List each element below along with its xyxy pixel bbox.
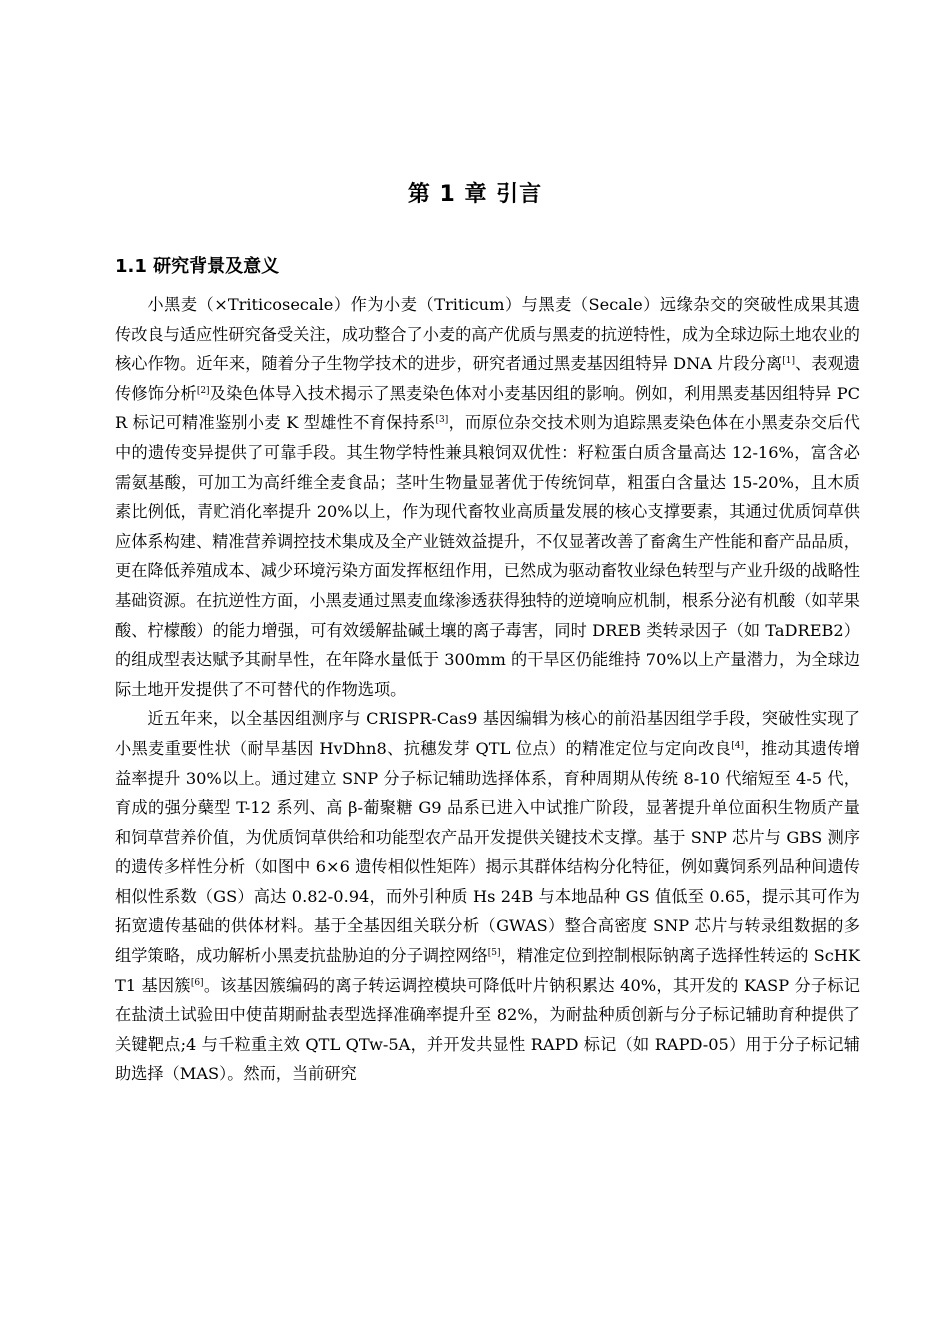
paragraph-1 — [115, 290, 860, 704]
citation-ref: [4] — [731, 740, 744, 751]
chapter-title: 第 1 章 引言 — [407, 182, 543, 207]
citation-ref: [6] — [190, 977, 204, 988]
text-run: 小黑麦（×Triticosecale）作为小麦（Triticum）与黑麦（Secale）远缘杂交的突破性成果其遗传改良与适应性研究备受关注，成功整合了小麦的高产优质与黑麦的抗逆特性，成为全球边际土地农业的核心作物。近年来，随着分子生物学技术的进步，研究者通过黑麦基因组特异 DNA 片段分离 — [115, 295, 860, 374]
text-run: 、表观遗传修饰分析 — [115, 354, 860, 403]
text-run: 及染色体导入技术揭示了黑麦染色体对小麦基因组的影响。例如，利用黑麦基因组特异 PCR 标记可精准鉴别小麦 K 型雄性不育保持系 — [115, 383, 861, 433]
text-run: 。该基因簇编码的离子转运调控模块可降低叶片钠积累达 40%，其开发的 KASP 分子标记在盐渍土试验田中使苗期耐盐表型选择准确率提升至 82%，为耐盐种质创新与分子标记辅助育种提供了关键靶点;4 与千粒重主效 QTL QTw-5A，并开发共显性 RAPD 标记（如 RAPD-05）用于分子标记辅助选择（MAS）。然而，当前研究 — [115, 975, 860, 1084]
citation-ref: [2] — [196, 385, 210, 396]
text-run: ，而原位杂交技术则为追踪黑麦染色体在小黑麦杂交后代中的遗传变异提供了可靠手段。其生物学特性兼具粮饲双优性：籽粒蛋白质含量高达 12-16%，富含必需氨基酸，可加工为高纤维全麦食品；茎叶生物量显著优于传统饲草，粗蛋白含量达 15-20%，且木质素比例低，青贮消化率提升 20%以上，作为现代畜牧业高质量发展的核心支撑要素，其通过优质饲草供应体系构建、精准营养调控技术集成及全产业链效益提升，不仅显著改善了畜禽生产性能和畜产品品质，更在降低养殖成本、减少环境污染方面发挥枢纽作用，已然成为驱动畜牧业绿色转型与产业升级的战略性基础资源。在抗逆性方面，小黑麦通过黑麦血缘渗透获得独特的逆境响应机制，根系分泌有机酸（如苹果酸、柠檬酸）的能力增强，可有效缓解盐碱土壤的离子毒害，同时 DREB 类转录因子（如 TaDREB2）的组成型表达赋予其耐旱性，在年降水量低于 300mm 的干旱区仍能维持 70%以上产量潜力，为全球边际土地开发提供了不可替代的作物选项。 — [115, 413, 860, 699]
citation-ref: [3] — [435, 415, 449, 426]
paragraph-2 — [115, 704, 860, 1089]
citation-ref: [1] — [782, 356, 795, 367]
text-run: ，推动其遗传增益率提升 30%以上。通过建立 SNP 分子标记辅助选择体系，育种周期从传统 8-10 代缩短至 4-5 代，育成的强分蘖型 T-12 系列、高 β-葡聚糖 G9 品系已进入中试推广阶段，显著提升单位面积生物质产量和饲草营养价值，为优质饲草供给和功能型农产品开发提供关键技术支撑。基于 SNP 芯片与 GBS 测序的遗传多样性分析（如图中 6×6 遗传相似性矩阵）揭示其群体结构分化特征，例如冀饲系列品种间遗传相似性系数（GS）高达 0.82-0.94，而外引种质 Hs 24B 与本地品种 GS 值低至 0.65，提示其可作为拓宽遗传基础的供体材料。基于全基因组关联分析（GWAS）整合高密度 SNP 芯片与转录组数据的多组学策略，成功解析小黑麦抗盐胁迫的分子调控网络 — [115, 738, 860, 966]
section-heading: 1.1 研究背景及意义 — [115, 256, 280, 277]
text-run: ，精准定位到控制根际钠离子选择性转运的 ScHKT1 基因簇 — [115, 946, 860, 995]
text-run: 近五年来，以全基因组测序与 CRISPR-Cas9 基因编辑为核心的前沿基因组学手段，突破性实现了小黑麦重要性状（耐旱基因 HvDhn8、抗穗发芽 QTL 位点）的精准定位与定向改良 — [115, 709, 860, 758]
body-text — [115, 290, 860, 1089]
citation-ref: [5] — [487, 948, 501, 959]
